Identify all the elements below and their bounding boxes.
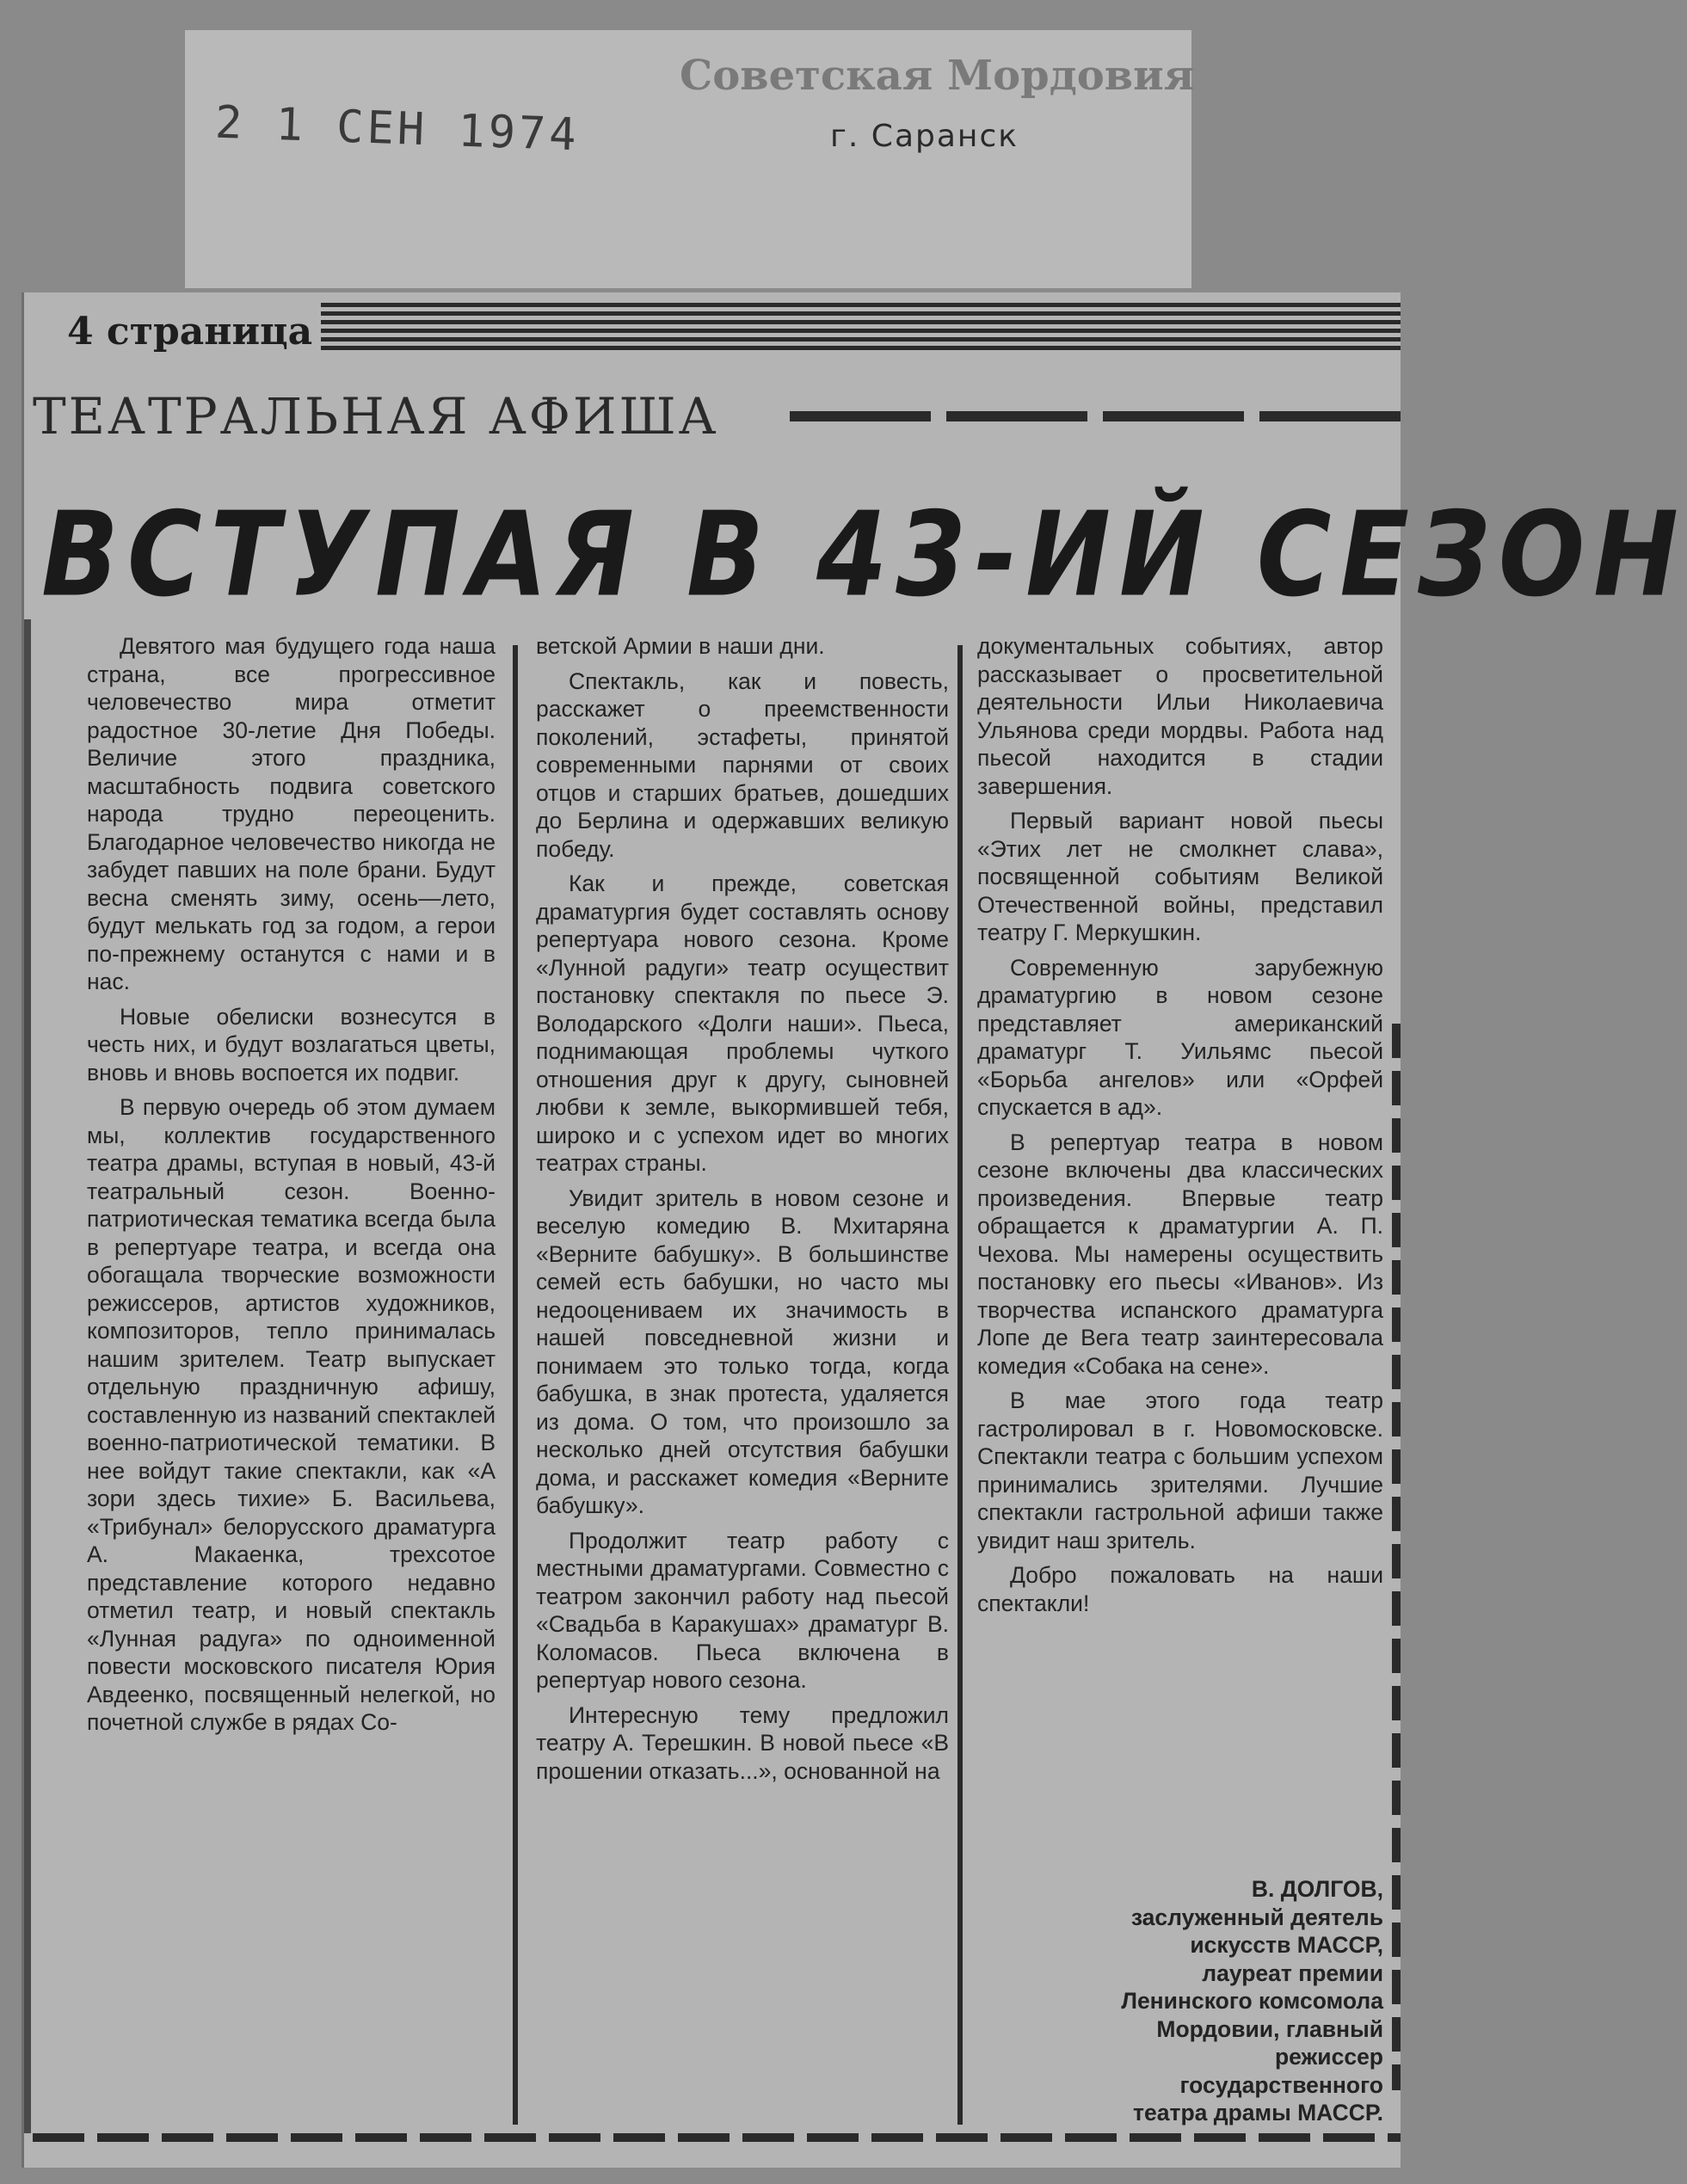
author-name: В. ДОЛГОВ, <box>1251 1876 1383 1902</box>
article-headline: ВСТУПАЯ В 43-ИЙ СЕЗОН <box>41 486 1687 623</box>
author-title-line: искусств МАССР, <box>1190 1932 1383 1958</box>
paragraph: Девятого мая будущего года наша страна, все прогрессивное человечество мира отметит радостное 30-летие Дня Победы. Величие этого праздника, масштабность подвига советского народа трудно переоценить. Благодарное человечество никогда не забудет павших на поле брани. Будут весна сменять зиму, осень—лето, будут мелькать год за годом, а герои по-прежнему останутся с нами и в нас. <box>87 633 496 994</box>
left-border-rule <box>24 619 31 2133</box>
author-title-line: Мордовии, главный <box>1156 2015 1383 2042</box>
paragraph: Как и прежде, советская драматургия будет составлять основу репертуара нового сезона. Кроме «Лунной радуги» театр осуществит постановку спектакля по пьесе Э. Володарского «Долги наши». Пьеса, поднимающая проблемы чуткого отношения друг к другу, сыновней любви к земле, выкормившей тебя, широко и с успехом идет во многих театрах страны. <box>536 871 949 1176</box>
author-title-line: режиссер <box>1274 2044 1383 2070</box>
paragraph: Новые обелиски вознесутся в честь них, и будут возлагаться цветы, вновь и вновь воспоется их подвиг. <box>87 1003 496 1086</box>
article-column-3 <box>977 632 1383 1624</box>
author-title-line: государственного <box>1179 2071 1383 2098</box>
paragraph: ветской Армии в наши дни. <box>536 633 825 659</box>
page-label: 4 страница <box>67 310 313 354</box>
paragraph: В репертуар театра в новом сезоне включены два классических произведения. Впервые театр обращается к драматургии А. П. Чехова. Мы намерены осуществить постановку его пьесы «Иванов». Из творчества испанского драматурга Лопе де Вега театр заинтересовала комедия «Собака на сене». <box>977 1129 1383 1379</box>
paragraph: Спектакль, как и повесть, расскажет о преемственности поколений, эстафеты, принятой современными парнями от своих отцов и старших братьев, дошедших до Берлина и одержавших великую победу. <box>536 668 949 862</box>
author-title-line: заслуженный деятель <box>1130 1904 1383 1930</box>
author-signature <box>977 1875 1383 2127</box>
right-border-rule <box>1392 1024 1401 2090</box>
author-title-line: лауреат премии <box>1202 1959 1383 1986</box>
bottom-border-rule <box>33 2133 1401 2142</box>
newspaper-clipping <box>22 292 1687 2168</box>
paragraph: Интересную тему предложил театру А. Терешкин. В новой пьесе «В прошении отказать...», основанной на <box>536 1701 949 1784</box>
paragraph: Современную зарубежную драматургию в новом сезоне представляет американский драматург Т. Уильямс пьесой «Борьба ангелов» или «Орфей спускается в ад». <box>977 954 1383 1120</box>
paragraph: Увидит зритель в новом сезоне и веселую комедию В. Мхитаряна «Верните бабушку». В большинстве семей есть бабушки, но часто мы недооцениваем их значимость в нашей повседневной жизни и понимаем это только тогда, когда бабушка, в знак протеста, удаляется из дома. О том, что произошло за несколько дней отсутствия бабушки дома, и расскажет комедия «Верните бабушку». <box>536 1184 949 1518</box>
newspaper-city: г. Саранск <box>830 119 1019 154</box>
article-column-1 <box>87 632 496 1744</box>
rubric-dash-rule <box>790 411 1401 421</box>
rubric-title: ТЕАТРАЛЬНАЯ АФИША <box>33 387 719 446</box>
column-divider <box>957 645 963 2125</box>
author-title-line: Ленинского комсомола <box>1121 1988 1383 2014</box>
paragraph: документальных событиях, автор рассказывает о просветительной деятельности Ильи Николаевича Ульянова среди мордвы. Работа над пьесой находится в стадии завершения. <box>977 633 1383 799</box>
paragraph: В мае этого года театр гастролировал в г. Новомосковске. Спектакли театра с большим успехом принимались зрителями. Лучшие спектакли гастрольной афиши также увидит наш зритель. <box>977 1387 1383 1553</box>
newspaper-name: Советская Мордовия <box>680 52 1195 100</box>
article-column-2 <box>536 632 949 1792</box>
paragraph: Продолжит театр работу с местными драматургами. Совместно с театром закончил работу над пьесой «Свадьба в Каракушах» драматург В. Коломасов. Пьеса включена в репертуар нового сезона. <box>536 1527 949 1693</box>
page-header-rule <box>321 303 1401 354</box>
date-stamp: 2 1 СЕН 1974 <box>214 96 581 162</box>
column-divider <box>513 645 518 2125</box>
paragraph: Добро пожаловать на наши спектакли! <box>977 1562 1383 1616</box>
paragraph: В первую очередь об этом думаем мы, коллектив государственного театра драмы, вступая в новый, 43-й театральный сезон. Военно-патриотическая тематика всегда была в репертуаре театра, и всегда она обогащала творческие возможности режиссеров, артистов художников, композиторов, тепло принималась нашим зрителем. Театр выпускает отдельную праздничную афишу, составленную из названий спектаклей военно-патриотической тематики. В нее войдут такие спектакли, как «А зори здесь тихие» Б. Васильева, «Трибунал» белорусского драматурга А. Макаенка, трехсотое представление которого недавно отметил театр, и новый спектакль «Лунная радуга» по одноименной повести московского писателя Юрия Авдеенко, посвященный нелегкой, но почетной службе в рядах Со- <box>87 1094 496 1735</box>
author-title-line: театра драмы МАССР. <box>1133 2100 1383 2126</box>
paragraph: Первый вариант новой пьесы «Этих лет не смолкнет слава», посвященной событиям Великой Отечественной войны, представил театру Г. Меркушкин. <box>977 808 1383 945</box>
